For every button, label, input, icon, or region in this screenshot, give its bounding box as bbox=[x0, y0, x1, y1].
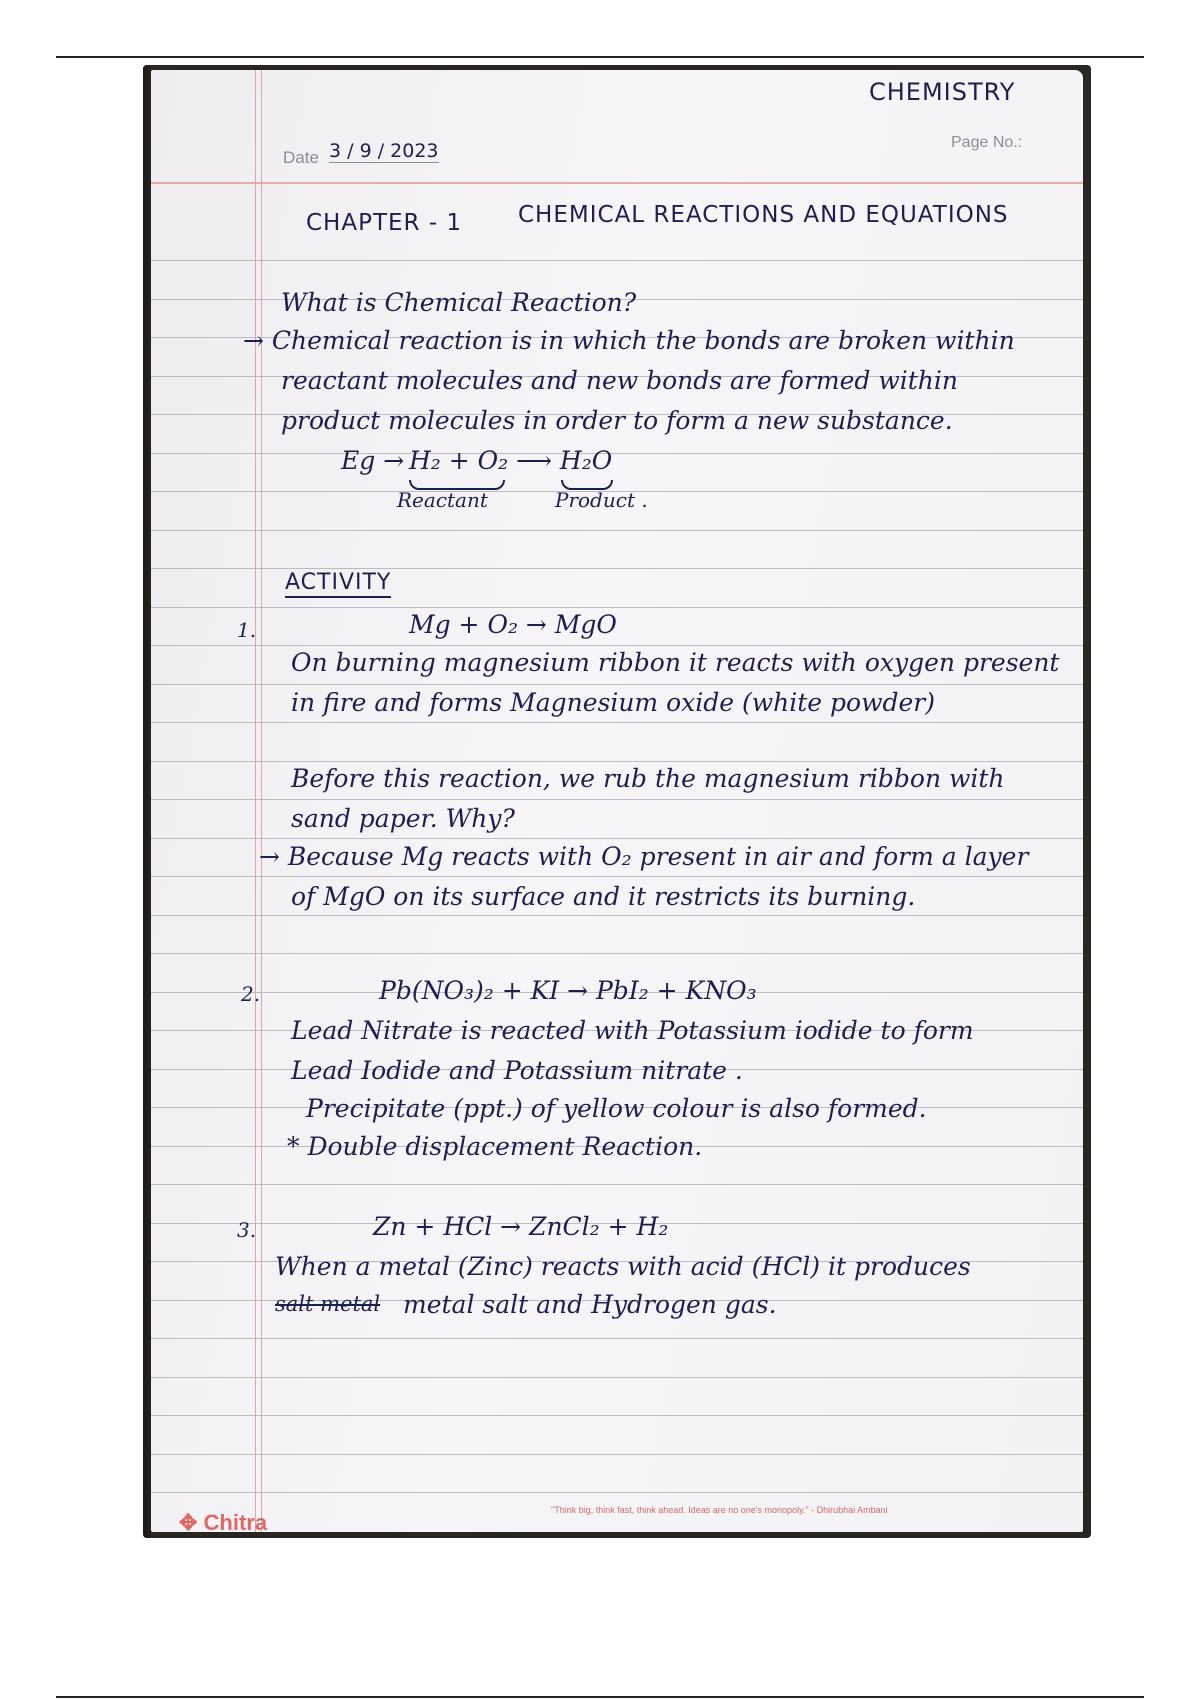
ruled-line bbox=[151, 761, 1083, 762]
brand-logo-text: Chitra bbox=[203, 1510, 268, 1535]
header-rule bbox=[151, 182, 1083, 184]
activity-2-line-1: Lead Nitrate is reacted with Potassium iodide to form bbox=[291, 1016, 974, 1045]
margin-line-left bbox=[255, 70, 256, 1532]
activity-1-answer-line-1: → Because Mg reacts with O₂ present in air and form a layer bbox=[259, 842, 1029, 871]
product-label: Product . bbox=[555, 488, 648, 512]
activity-2-equation: Pb(NO₃)₂ + KI → PbI₂ + KNO₃ bbox=[379, 976, 757, 1005]
ruled-line bbox=[151, 876, 1083, 877]
activity-2-extra-line-2: * Double displacement Reaction. bbox=[287, 1132, 703, 1161]
ruled-line bbox=[151, 568, 1083, 569]
brand-logo-icon: ✥ bbox=[179, 1510, 204, 1535]
activity-2-extra-line-1: Precipitate (ppt.) of yellow colour is also formed. bbox=[306, 1094, 927, 1123]
ruled-line bbox=[151, 838, 1083, 839]
activity-2-line-2: Lead Iodide and Potassium nitrate . bbox=[291, 1056, 743, 1085]
chapter-title: CHEMICAL REACTIONS AND EQUATIONS bbox=[518, 202, 1009, 228]
activity-1-question-line-2: sand paper. Why? bbox=[291, 804, 515, 833]
reactant-label: Reactant bbox=[397, 488, 488, 512]
ruled-line bbox=[151, 1492, 1083, 1493]
footer-quote: "Think big, think fast, think ahead. Ideas are no one's monopoly." - Dhirubhai Ambani bbox=[551, 1505, 888, 1515]
activity-1-question-line-1: Before this reaction, we rub the magnesium ribbon with bbox=[291, 764, 1005, 793]
intro-question: What is Chemical Reaction? bbox=[281, 288, 637, 317]
ruled-line bbox=[151, 1184, 1083, 1185]
example-equation: H₂ + O₂ ⟶ H₂O bbox=[409, 446, 613, 475]
activity-1-equation: Mg + O₂ → MgO bbox=[409, 610, 617, 639]
intro-answer-line-2: reactant molecules and new bonds are formed within bbox=[281, 366, 958, 395]
subject-label: CHEMISTRY bbox=[869, 78, 1016, 106]
ruled-line bbox=[151, 1415, 1083, 1416]
intro-answer-line-1: → Chemical reaction is in which the bonds are broken within bbox=[243, 326, 1015, 355]
date-value: 3 / 9 / 2023 bbox=[329, 140, 439, 162]
activity-heading: ACTIVITY bbox=[285, 570, 391, 598]
ruled-line bbox=[151, 607, 1083, 608]
activity-3-number: 3. bbox=[237, 1218, 257, 1242]
activity-3-equation: Zn + HCl → ZnCl₂ + H₂ bbox=[373, 1212, 669, 1241]
intro-answer-line-3: product molecules in order to form a new substance. bbox=[281, 406, 953, 435]
ruled-line bbox=[151, 1454, 1083, 1455]
activity-3-struck-text: salt metal bbox=[275, 1292, 381, 1316]
date-label: Date bbox=[283, 148, 319, 167]
margin-line-right bbox=[261, 70, 262, 1532]
brand-logo bbox=[179, 1510, 267, 1536]
notebook-photo bbox=[143, 65, 1091, 1538]
activity-1-line-2: in fire and forms Magnesium oxide (white powder) bbox=[291, 688, 935, 717]
activity-1-answer-line-2: of MgO on its surface and it restricts its burning. bbox=[291, 882, 916, 911]
ruled-line bbox=[151, 453, 1083, 454]
ruled-line bbox=[151, 530, 1083, 531]
page-no-label: Page No.: bbox=[951, 134, 1023, 151]
activity-3-line-1: When a metal (Zinc) reacts with acid (HCl) it produces bbox=[275, 1252, 971, 1281]
ruled-line bbox=[151, 684, 1083, 685]
ruled-line bbox=[151, 799, 1083, 800]
activity-3-last-line: metal salt and Hydrogen gas. bbox=[403, 1290, 777, 1319]
activity-2-number: 2. bbox=[241, 982, 261, 1006]
ruled-line bbox=[151, 645, 1083, 646]
ruled-line bbox=[151, 915, 1083, 916]
example-prefix: Eg → bbox=[341, 446, 405, 475]
chapter-number: CHAPTER - 1 bbox=[306, 210, 463, 236]
ruled-line bbox=[151, 1338, 1083, 1339]
activity-1-line-1: On burning magnesium ribbon it reacts with oxygen present bbox=[291, 648, 1060, 677]
notebook-page bbox=[151, 70, 1083, 1535]
top-border-line bbox=[56, 56, 1144, 58]
ruled-line bbox=[151, 260, 1083, 261]
ruled-line bbox=[151, 722, 1083, 723]
activity-1-number: 1. bbox=[237, 618, 257, 642]
bottom-border-line bbox=[56, 1696, 1144, 1698]
ruled-line bbox=[151, 1377, 1083, 1378]
ruled-line bbox=[151, 953, 1083, 954]
